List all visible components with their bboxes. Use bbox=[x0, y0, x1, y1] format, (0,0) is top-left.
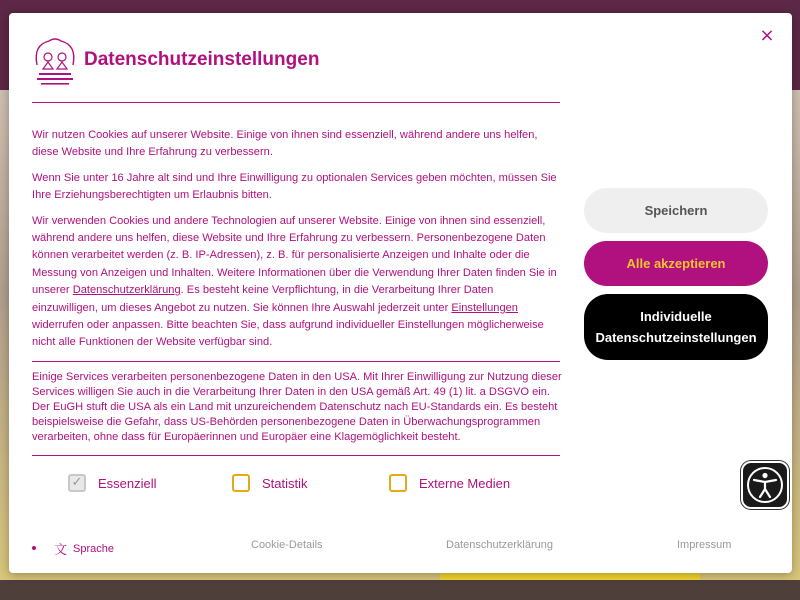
language-selector[interactable] bbox=[54, 539, 114, 558]
individual-settings-button[interactable]: Individuelle Datenschutzeinstellungen bbox=[584, 294, 768, 360]
usa-notice: Einige Services verarbeiten personenbezogene Daten in den USA. Mit Ihrer Einwilligung zur Nutzung dieser Services willigen Sie auch in die Verarbeitung Ihrer Daten in den USA gemäß Art. 49 (1) lit. a DSGVO ein. Der EuGH stuft die USA als ein Land mit unzureichendem Datenschutz nach EU-Standards ein. Es besteht beispielsweise die Gefahr, dass US-Behörden personenbezogene Daten in Überwachungsprogrammen verarbeiten, ohne dass für Europäerinnen und Europäer eine Klagemöglichkeit besteht. bbox=[32, 371, 562, 443]
checkbox-box[interactable] bbox=[232, 474, 250, 492]
checkbox-label: Externe Medien bbox=[419, 475, 511, 491]
paragraph-text: Wir verwenden Cookies und andere Technologien auf unserer Website. Einige von ihnen sind essenziell, während andere uns helfen, diese Website und Ihre Erfahrung zu verbessern. Personenbezogene Daten können verarbeitet werden (z. B. IP-Adressen), z. B. für personalisierte Anzeigen und Inhalte oder die Messung von Anzeigen und Inhalten. Weitere Informationen über die Verwendung Ihrer Daten finden Sie in unserer bbox=[32, 214, 557, 297]
divider bbox=[32, 361, 560, 362]
accept-all-button[interactable]: Alle akzeptieren bbox=[584, 241, 768, 286]
divider bbox=[32, 102, 560, 103]
checkbox-essential bbox=[68, 474, 157, 492]
save-button[interactable]: Speichern bbox=[584, 188, 768, 233]
checkbox-statistics[interactable] bbox=[232, 474, 308, 492]
checkbox-box[interactable] bbox=[389, 474, 407, 492]
cookie-details-link[interactable]: Cookie-Details bbox=[251, 539, 323, 551]
divider bbox=[32, 455, 560, 456]
accessibility-button[interactable] bbox=[741, 461, 789, 509]
settings-link[interactable]: Einstellungen bbox=[451, 301, 518, 314]
dialog-title: Datenschutzeinstellungen bbox=[84, 49, 320, 70]
imprint-link[interactable]: Impressum bbox=[677, 539, 732, 551]
kindergarten-logo bbox=[31, 35, 79, 91]
bullet-icon bbox=[32, 546, 36, 550]
close-icon[interactable]: × bbox=[759, 25, 775, 46]
checkmark-icon: ✓ bbox=[68, 474, 86, 492]
language-label: Sprache bbox=[73, 542, 114, 555]
accessibility-icon bbox=[743, 463, 787, 507]
checkbox-external-media[interactable] bbox=[389, 474, 510, 492]
paragraph-text: widerrufen oder anpassen. Bitte beachten Sie, dass aufgrund individueller Einstellungen möglicherweise nicht alle Funktionen der Website verfügbar sind. bbox=[32, 319, 544, 349]
dialog-body bbox=[32, 127, 562, 360]
dialog-footer bbox=[32, 536, 772, 556]
privacy-settings-dialog bbox=[9, 13, 792, 573]
checkbox-label: Statistik bbox=[262, 475, 308, 491]
age-notice-paragraph: Wenn Sie unter 16 Jahre alt sind und Ihre Einwilligung zu optionalen Services geben möchten, müssen Sie Ihre Erziehungsberechtigten um Erlaubnis bitten. bbox=[32, 171, 557, 202]
cookie-details-paragraph bbox=[32, 213, 562, 352]
privacy-policy-footer-link[interactable]: Datenschutzerklärung bbox=[446, 539, 554, 551]
intro-paragraph: Wir nutzen Cookies auf unserer Website. Einige von ihnen sind essenziell, während andere uns helfen, diese Website und Ihre Erfahrung zu verbessern. bbox=[32, 129, 538, 159]
paragraph-text: . Es besteht keine Verpflichtung, in die Verarbeitung Ihrer Daten einzuwilligen, um dieses Angebot zu nutzen. Sie können Ihre Auswahl jederzeit unter bbox=[32, 284, 494, 314]
privacy-policy-link[interactable]: Datenschutzerklärung bbox=[72, 284, 181, 297]
consent-checkboxes bbox=[32, 468, 562, 508]
checkbox-label: Essenziell bbox=[98, 475, 157, 491]
translate-icon: 文 bbox=[54, 542, 68, 557]
